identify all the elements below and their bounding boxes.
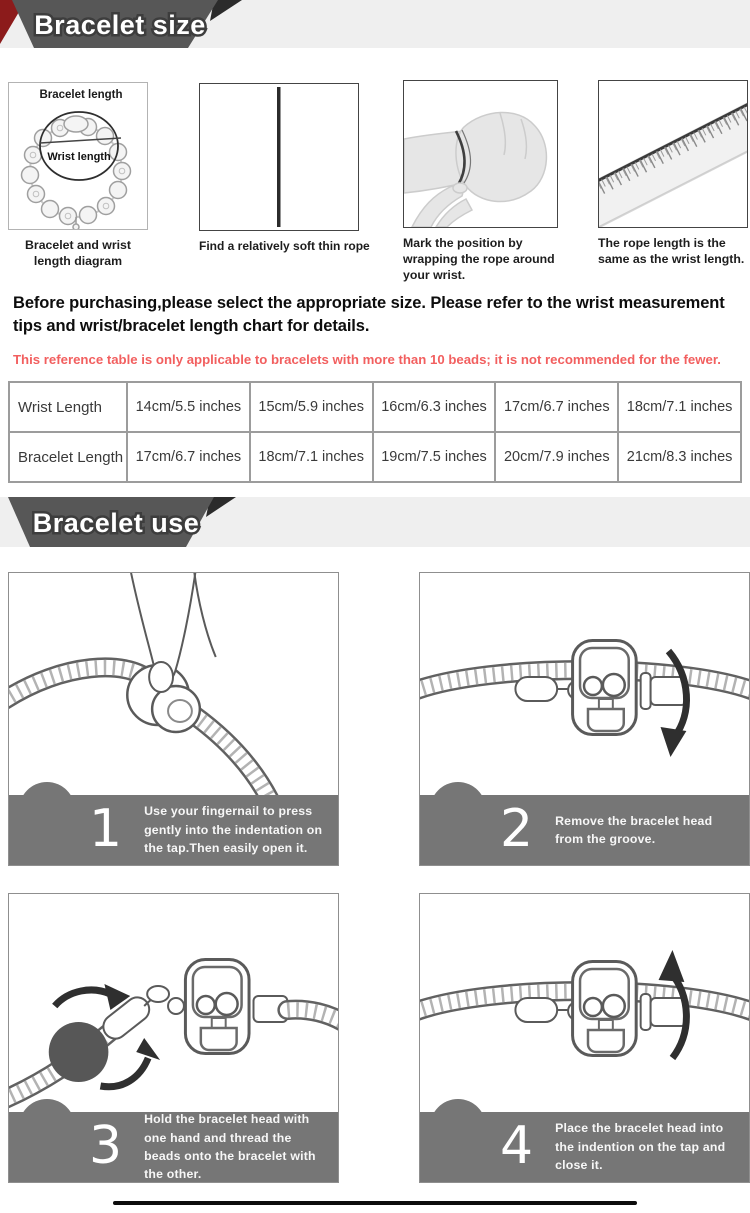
step1-caption-bar — [9, 795, 338, 865]
step-bump-decoration — [430, 1099, 486, 1155]
banner-size-title: Bracelet size — [34, 10, 206, 40]
step1-text: Use your fingernail to press gently into the indentation on the tap.Then easily open it. — [144, 804, 323, 856]
bracelet-value: 17cm/6.7 inches — [127, 432, 250, 482]
row-header-bracelet: Bracelet Length — [9, 432, 127, 482]
bracelet-diagram-image — [8, 82, 148, 230]
wrist-value: 16cm/6.3 inches — [373, 382, 496, 432]
use-step-panel-3 — [8, 893, 339, 1183]
step2-caption-bar — [420, 795, 749, 865]
table-row-bracelet — [9, 432, 741, 482]
step-bump-decoration — [430, 782, 486, 838]
use-step-panel-4 — [419, 893, 750, 1183]
step1-illustration — [9, 573, 338, 795]
figure-caption-diagram: Bracelet and wrist length diagram — [25, 238, 131, 268]
intro-text: Before purchasing,please select the appropriate size. Please refer to the wrist measurement tips and wrist/bracelet length chart for details. — [13, 294, 725, 336]
step1-number: 1 — [89, 799, 123, 860]
wrist-wrap-image — [403, 80, 558, 228]
figure-caption-wrist: Mark the position by wrapping the rope around your wrist. — [403, 236, 555, 282]
step3-number: 3 — [89, 1116, 123, 1177]
banner-bracelet-use — [0, 497, 250, 547]
bracelet-value: 21cm/8.3 inches — [618, 432, 741, 482]
ruler-illustration — [599, 81, 747, 227]
rope-image — [199, 83, 359, 231]
label-wrist-length: Wrist length — [47, 151, 111, 163]
figure-rope — [199, 83, 370, 255]
step2-illustration — [420, 573, 749, 795]
figure-ruler — [598, 80, 750, 268]
step-bump-decoration — [19, 1099, 75, 1155]
step2-illustration-area — [420, 573, 749, 795]
step3-illustration — [9, 894, 338, 1112]
wrist-wrap-illustration — [404, 81, 555, 227]
wrist-value: 17cm/6.7 inches — [495, 382, 618, 432]
step-bump-decoration — [19, 782, 75, 838]
label-bracelet-length: Bracelet length — [39, 89, 123, 101]
step3-illustration-area — [9, 894, 338, 1112]
figure-caption-ruler: The rope length is the same as the wrist length. — [598, 236, 745, 266]
warning-text: This reference table is only applicable to bracelets with more than 10 beads; it is not recommended for the fewer. — [13, 352, 721, 367]
wrist-value: 15cm/5.9 inches — [250, 382, 373, 432]
size-table — [8, 381, 742, 483]
step4-caption-bar — [420, 1112, 749, 1182]
wrist-value: 18cm/7.1 inches — [618, 382, 741, 432]
step4-text: Place the bracelet head into the indention on the tap and close it. — [555, 1121, 726, 1173]
bracelet-value: 18cm/7.1 inches — [250, 432, 373, 482]
step3-caption-bar — [9, 1112, 338, 1182]
wrist-value: 14cm/5.5 inches — [127, 382, 250, 432]
dark-bead — [49, 1022, 109, 1082]
use-step-panel-1 — [8, 572, 339, 866]
rope-illustration — [200, 84, 358, 230]
banner-use-title: Bracelet use — [32, 508, 200, 538]
step2-number: 2 — [500, 799, 534, 860]
step4-number: 4 — [500, 1116, 534, 1177]
banner-band-size — [0, 0, 750, 48]
bracelet-diagram-illustration — [9, 83, 147, 229]
bracelet-value: 20cm/7.9 inches — [495, 432, 618, 482]
banner-band-use — [0, 497, 750, 547]
ruler-image — [598, 80, 748, 228]
step1-illustration-area — [9, 573, 338, 795]
figure-bracelet-diagram — [8, 82, 148, 270]
step4-illustration-area — [420, 894, 749, 1112]
step3-text: Hold the bracelet head with one hand and thread the beads onto the bracelet with the other. — [144, 1112, 316, 1182]
use-step-panel-2 — [419, 572, 750, 866]
step4-illustration — [420, 894, 749, 1112]
figure-caption-rope: Find a relatively soft thin rope — [199, 239, 370, 253]
banner-bracelet-size — [0, 0, 250, 48]
bracelet-value: 19cm/7.5 inches — [373, 432, 496, 482]
step2-text: Remove the bracelet head from the groove. — [555, 813, 713, 846]
table-row-wrist — [9, 382, 741, 432]
row-header-wrist: Wrist Length — [9, 382, 127, 432]
figure-wrist-wrap — [403, 80, 558, 284]
bottom-divider — [113, 1201, 637, 1205]
